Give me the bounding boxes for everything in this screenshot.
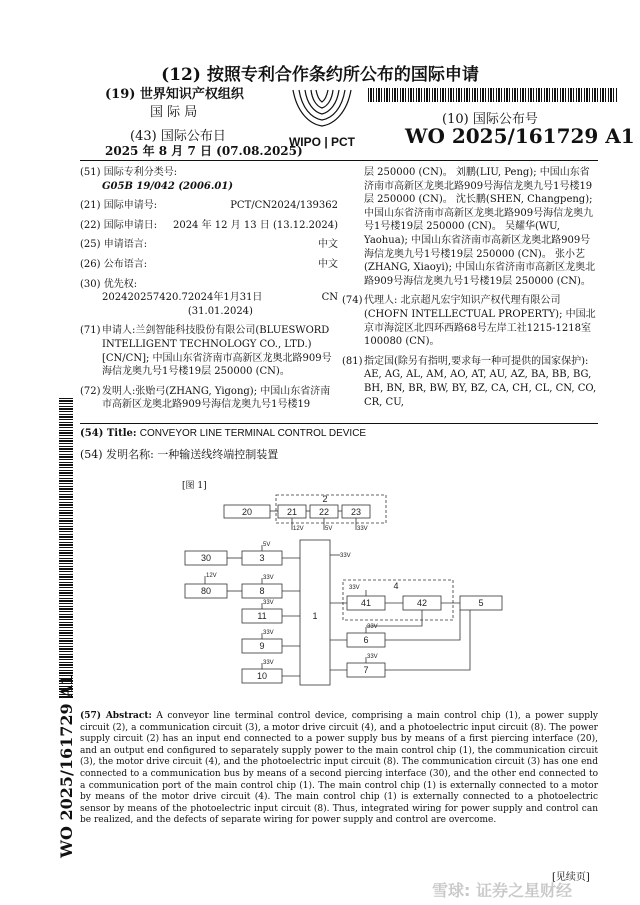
label-30: 30 — [200, 553, 212, 563]
publication-number: WO 2025/161729 A1 — [405, 124, 635, 148]
filing-language: 中文 — [318, 239, 338, 251]
application-number: PCT/CN2024/139362 — [230, 200, 338, 212]
inventor-continued-text: 层 250000 (CN)。 刘鹏(LIU, Peng); 中国山东省济南市高新区龙奥北路909号海信龙奥九号1号楼19层 250000 (CN)。 沈长鹏(SHEN, Changpeng); 中国山东省济南市高新区龙奥北路909号海信龙奥九号1号楼19层 250000 (CN)。 吴耀华(WU, Yaohua); 中国山东省济南市高新区龙奥北路909号海信龙奥九号1号楼19层 250000 (CN)。 张小艺(ZHANG, Xiaoyi); 中国山东省济南市高新区龙奥北路909号海信龙奥九号1号楼19层 250000 (CN)。 — [364, 167, 596, 287]
filing-date: 2024 年 12 月 13 日 (13.12.2024) — [172, 219, 338, 231]
organization-name: (19) 世界知识产权组织 — [105, 87, 244, 102]
header-divider — [80, 160, 598, 161]
priority-label: (30) 优先权: — [80, 278, 138, 290]
label-1: 1 — [312, 611, 318, 621]
bibliographic-right-column — [342, 166, 598, 413]
english-title: CONVEYOR LINE TERMINAL CONTROL DEVICE — [139, 428, 367, 439]
label-7: 7 — [363, 665, 369, 675]
priority-date: 2024年1月31日 (31.01.2024) — [187, 292, 263, 317]
label-8: 8 — [259, 586, 265, 596]
filing-language-label: (25) 申请语言: — [80, 239, 148, 251]
chinese-title-row — [80, 446, 278, 462]
classification-section — [80, 166, 338, 193]
chinese-title: 一种输送线终端控制装置 — [157, 448, 279, 461]
priority-section — [80, 278, 338, 319]
applicant-text: 申请人:兰剑智能科技股份有限公司(BLUESWORD INTELLIGENT TECHNOLOGY CO., LTD.) [CN/CN]; 中国山东省济南市高新区龙奥北路909号海信龙奥九号1号楼19层 250000 (CN)。 — [102, 325, 332, 378]
voltage-33v-box6: 33V — [367, 624, 378, 630]
voltage-33v-top: 33V — [357, 526, 368, 532]
label-4: 4 — [393, 581, 399, 591]
label-80: 80 — [200, 586, 212, 596]
label-2: 2 — [322, 494, 328, 504]
filing-date-row — [80, 219, 338, 233]
label-42: 42 — [416, 598, 428, 608]
filing-date-label: (22) 国际申请日: — [80, 219, 158, 231]
block-diagram — [170, 488, 520, 693]
label-20: 20 — [241, 507, 253, 517]
title-divider — [80, 423, 598, 424]
bureau-name: 国 际 局 — [150, 105, 198, 120]
inventor-text: 发明人:张贻弓(ZHANG, Yigong); 中国山东省济南市高新区龙奥北路909号海信龙奥九号1号楼19 — [102, 385, 331, 411]
publication-language-row — [80, 258, 338, 272]
label-41: 41 — [360, 598, 372, 608]
wipo-pct-text: WIPO | PCT — [288, 135, 356, 149]
bibliographic-left-column — [80, 166, 338, 416]
classification-label: (51) 国际专利分类号: — [80, 167, 178, 178]
agent-section — [342, 294, 598, 348]
publication-date: 2025 年 8 月 7 日 (07.08.2025) — [105, 144, 303, 158]
label-9: 9 — [259, 641, 265, 651]
designated-states-section — [342, 355, 598, 409]
agent-text: 代理人: 北京超凡宏宇知识产权代理有限公司(CHOFN INTELLECTUAL PROPERTY); 中国北京市海淀区北四环西路68号左岸工社1215-1218室 100080 (CN)。 — [364, 295, 596, 348]
designated-states-code: (81) — [342, 355, 363, 367]
voltage-12v-top: 12V — [293, 526, 304, 532]
voltage-33v-box7: 33V — [367, 654, 378, 660]
continued-on-next-page: [见续页] — [552, 872, 590, 883]
application-number-row — [80, 199, 338, 213]
agent-code: (74) — [342, 295, 363, 307]
abstract-label: (57) Abstract: — [80, 711, 152, 721]
label-6: 6 — [363, 635, 369, 645]
wipo-logo-icon — [285, 84, 360, 152]
designated-states-text: 指定国(除另有指明,要求每一种可提供的国家保护): AE, AG, AL, AM, AO, AT, AU, AZ, BA, BB, BG, BH, BN, BR, BW, BY, BZ, CA, CH, CL, CN, CO, CR, CU, — [364, 355, 597, 408]
voltage-33v-box8: 33V — [263, 575, 274, 581]
side-publication-number: WO 2025/161729 A1 — [57, 674, 76, 858]
abstract — [80, 711, 598, 827]
inventor-continued-section — [342, 166, 598, 288]
voltage-33v-box10: 33V — [263, 660, 274, 666]
application-number-label: (21) 国际申请号: — [80, 200, 158, 212]
barcode-icon — [368, 88, 618, 102]
publication-language-label: (26) 公布语言: — [80, 258, 148, 270]
abstract-text: A conveyor line terminal control device, comprising a main control chip (1), a power supply circuit (2), a communication circuit (3), a motor drive circuit (4), and a photoelectric input circuit (8). The power supply circuit (2) has an input end connected to a power supply bus by means of a first piercing interface (20), and an output end configured to separately supply power to the main control chip (1), the communication circuit (3), the motor drive circuit (4), and the photoelectric input circuit (8). The communication circuit (3) has one end connected to a communication bus by means of a second piercing interface (30), and the other end connected to a communication port of the main control chip (1). The main control chip (1) is externally connected to a motor by means of the motor drive circuit (4). The main control chip (1) is externally connected to a photoelectric sensor by means of the photoelectric input circuit (8). Thus, integrated wiring for power supply and control can be realized, and the defects of separate wiring for power supply and control are overcome. — [80, 711, 598, 826]
label-5: 5 — [478, 598, 484, 608]
chinese-title-label: (54) 发明名称: — [80, 448, 154, 461]
english-title-row — [80, 428, 366, 439]
inventor-code: (72) — [80, 385, 101, 397]
voltage-33v-box9: 33V — [263, 630, 274, 636]
figure-label: [图 1] — [182, 481, 207, 491]
document-title: (12) 按照专利合作条约所公布的国际申请 — [161, 65, 479, 85]
filing-language-row — [80, 238, 338, 252]
inventor-section — [80, 385, 338, 412]
side-barcode-icon — [59, 398, 73, 698]
publication-date-label: (43) 国际公布日 — [130, 129, 226, 144]
voltage-33v-chip: 33V — [340, 553, 351, 559]
voltage-12v-box80: 12V — [206, 573, 217, 579]
label-21: 21 — [286, 507, 298, 517]
english-title-label: (54) Title: — [80, 428, 137, 439]
label-3: 3 — [259, 553, 265, 563]
watermark: 雪球: 证券之星财经 — [432, 881, 572, 900]
voltage-5v-box3: 5V — [263, 542, 271, 548]
publication-number-label: (10) 国际公布号 — [442, 112, 538, 127]
priority-row — [102, 291, 338, 318]
priority-number: 202420257420.7 — [102, 292, 188, 304]
voltage-5v-top: 5V — [325, 526, 333, 532]
voltage-33v-box11: 33V — [263, 600, 274, 606]
applicant-code: (71) — [80, 325, 101, 337]
publication-language: 中文 — [318, 258, 338, 270]
voltage-33v-box41: 33V — [349, 585, 360, 591]
priority-country: CN — [321, 292, 338, 304]
label-10: 10 — [256, 671, 268, 681]
applicant-section — [80, 324, 338, 378]
label-22: 22 — [318, 507, 330, 517]
label-23: 23 — [350, 507, 362, 517]
label-11: 11 — [257, 611, 267, 621]
classification-value: G05B 19/042 (2006.01) — [102, 180, 234, 192]
